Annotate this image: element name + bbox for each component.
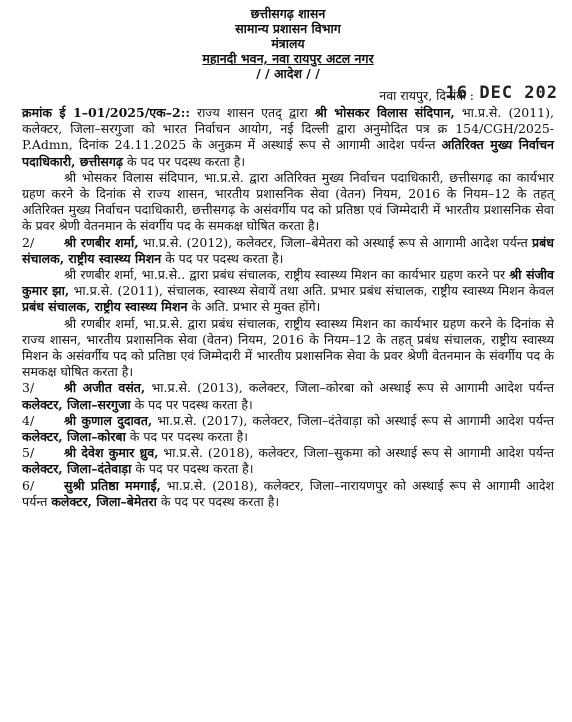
order-text: भा.प्र.से. (2017), कलेक्टर, जिला–दंतेवाड़ा को अस्थाई रूप से आगामी आदेश पर्यन्त bbox=[152, 412, 554, 428]
posting-title: प्रबंध संचालक, राष्ट्रीय स्वास्थ्य मिशन bbox=[22, 299, 188, 315]
order-number: 3/ bbox=[22, 380, 35, 396]
order-text: के पद पर पदस्थ करता है। bbox=[161, 250, 284, 266]
order-text: भा.प्र.से. (2011), संचालक, स्वास्थ्य सेवायें तथा अति. प्रभार प्रबंध संचालक, राष्ट्रीय स्वास्थ्य मिशन केवल bbox=[69, 283, 554, 299]
posting-title: प्रबंध संचालक, राष्ट्रीय स्वास्थ्य मिशन bbox=[22, 234, 554, 266]
date-stamp: 16 DEC 202 bbox=[445, 83, 558, 103]
order-number: 2/ bbox=[22, 234, 35, 250]
posting-title: कलेक्टर, जिला–बेमेतरा bbox=[51, 493, 157, 509]
order-2-equivalence: श्री रणबीर शर्मा, भा.प्र.से. द्वारा प्रबंध संचालक, राष्ट्रीय स्वास्थ्य मिशन का कार्यभार ग्रहण करने के दिनांक से राज्य शासन, भारतीय प्रशासनिक सेवा (वेतन) नियम, 2016 के नियम–12 के तहत् प्रबंध संचालक, राष्ट्रीय स्वास्थ्य मिशन के असंवर्गीय पद को प्रतिष्ठा एवं जिम्मेदारी में भारतीय प्रशासनिक सेवा के प्रवर श्रेणी वेतनमान के संवर्गीय पद के समकक्ष घोषित करता है। bbox=[22, 315, 554, 380]
place-date-label: नवा रायपुर, दिनांक : bbox=[379, 88, 474, 103]
order-number: 4/ bbox=[22, 412, 35, 428]
officer-name: श्री देवेश कुमार ध्रुव, bbox=[64, 445, 159, 461]
order-2 bbox=[22, 235, 554, 267]
order-5 bbox=[22, 445, 554, 477]
order-ref-number: क्रमांक ई 1–01/2025/एक–2:: bbox=[22, 105, 190, 120]
order-text: के पद पर पदस्थ करता है। bbox=[156, 493, 280, 509]
department-name: सामान्य प्रशासन विभाग bbox=[235, 21, 341, 36]
order-text: भा.प्र.से. (2018), कलेक्टर, जिला–नारायणपुर को अस्थाई रूप से आगामी आदेश पर्यन्त bbox=[22, 477, 555, 509]
letterhead bbox=[22, 6, 554, 81]
posting-title: अतिरिक्त मुख्य निर्वाचन पदाधिकारी, छत्तीसगढ़ bbox=[22, 137, 554, 169]
order-text: श्री रणबीर शर्मा, भा.प्र.से.. द्वारा प्रबंध संचालक, राष्ट्रीय स्वास्थ्य मिशन का कार्यभार ग्रहण करने पर bbox=[64, 267, 510, 283]
order-text: भा.प्र.से. (2013), कलेक्टर, जिला–कोरबा को अस्थाई रूप से आगामी आदेश पर्यन्त bbox=[145, 380, 555, 396]
date-line bbox=[22, 83, 558, 105]
order-text: के पद पर पदस्थ करता है। bbox=[122, 153, 246, 169]
posting-title: कलेक्टर, जिला–दंतेवाड़ा bbox=[22, 461, 132, 477]
order-number: 5/ bbox=[22, 445, 35, 461]
order-2-relief bbox=[22, 267, 554, 316]
order-4 bbox=[22, 413, 554, 445]
posting-title: कलेक्टर, जिला–कोरबा bbox=[22, 429, 126, 445]
office-address: महानदी भवन, नवा रायपुर अटल नगर bbox=[202, 51, 374, 66]
order-text: राज्य शासन एतद् द्वारा bbox=[189, 105, 315, 120]
order-number: 6/ bbox=[22, 477, 35, 493]
order-text: के पद पर पदस्थ करता है। bbox=[131, 461, 254, 477]
order-text: के पद पर पदस्थ करता है। bbox=[125, 429, 248, 445]
order-3 bbox=[22, 380, 554, 412]
order-1 bbox=[22, 105, 554, 170]
officer-name: श्री संजीव कुमार झा, bbox=[22, 267, 554, 299]
officer-name: श्री कुणाल दुदावत, bbox=[64, 412, 153, 428]
order-text: के अति. प्रभार से मुक्त होंगे। bbox=[187, 299, 321, 315]
order-6 bbox=[22, 478, 554, 510]
government-name: छत्तीसगढ़ शासन bbox=[250, 6, 326, 21]
order-text: भा.प्र.से. (2018), कलेक्टर, जिला–सुकमा को अस्थाई रूप से आगामी आदेश पर्यन्त bbox=[158, 445, 554, 461]
officer-name: श्री भोसकर विलास संदिपान, bbox=[314, 105, 455, 120]
ministry-name: मंत्रालय bbox=[271, 36, 305, 51]
officer-name: श्री रणबीर शर्मा, bbox=[64, 234, 139, 250]
order-heading: / / आदेश / / bbox=[256, 66, 320, 81]
order-text: भा.प्र.से. (2012), कलेक्टर, जिला–बेमेतरा को अस्थाई रूप से आगामी आदेश पर्यन्त bbox=[138, 234, 533, 250]
order-1-equivalence: श्री भोसकर विलास संदिपान, भा.प्र.से. द्वारा अतिरिक्त मुख्य निर्वाचन पदाधिकारी, छत्तीसगढ़ का कार्यभार ग्रहण करने के दिनांक से राज्य शासन, भारतीय प्रशासनिक सेवा (वेतन) नियम, 2016 के नियम–12 के तहत् अतिरिक्त मुख्य निर्वाचन पदाधिकारी, छत्तीसगढ़ के असंवर्गीय पद को प्रतिष्ठा एवं जिम्मेदारी में भारतीय प्रशासनिक सेवा के प्रवर श्रेणी वेतनमान के संवर्गीय पद के समकक्ष घोषित करता है। bbox=[22, 169, 554, 234]
order-text: भा.प्र.से. (2011), कलेक्टर, जिला–सरगुजा को भारत निर्वाचन आयोग, नई दिल्ली द्वारा अनुमोदित पत्र क्र 154/CGH/2025-P.Admn, दिनांक 24.11.2025 के अनुक्रम में अस्थाई रूप से आगामी आदेश पर्यन्त bbox=[22, 105, 554, 153]
officer-name: श्री अजीत वसंत, bbox=[64, 380, 146, 396]
order-text: के पद पर पदस्थ करता है। bbox=[130, 396, 253, 412]
officer-name: सुश्री प्रतिष्ठा ममगाईं, bbox=[64, 477, 161, 493]
posting-title: कलेक्टर, जिला–सरगुजा bbox=[22, 396, 131, 412]
